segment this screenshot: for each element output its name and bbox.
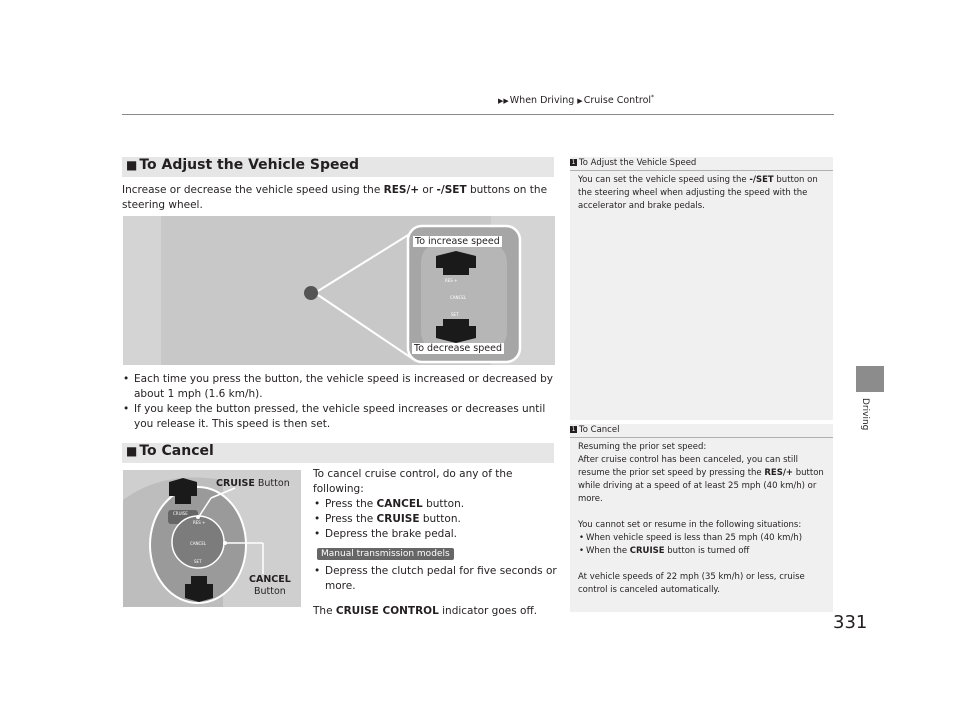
list-item: • Depress the clutch pedal for five seconds or more. bbox=[313, 564, 559, 594]
list-item-bold: CRUISE bbox=[376, 513, 420, 525]
list-item-text: When the bbox=[586, 546, 630, 556]
list-item: • When vehicle speed is less than 25 mph (40 km/h) bbox=[578, 532, 830, 545]
heading-square-icon: ■ bbox=[126, 444, 138, 458]
note-title-cancel bbox=[570, 425, 619, 435]
res-button-ref: RES/+ bbox=[383, 184, 420, 196]
cancel-intro: To cancel cruise control, do any of the following: bbox=[313, 468, 513, 495]
knob-cruise-label: CRUISE bbox=[173, 511, 188, 516]
cancel-outro-bold: CRUISE CONTROL bbox=[335, 605, 439, 617]
breadcrumb-item-when-driving: When Driving bbox=[509, 95, 575, 107]
section-tab-label: Driving bbox=[860, 398, 870, 431]
header-rule bbox=[122, 114, 834, 115]
set-button-ref: -/SET bbox=[436, 184, 467, 196]
cancel-button-label bbox=[249, 574, 291, 598]
cancel-button-label-bold: CANCEL bbox=[249, 574, 291, 585]
manual-transmission-badge: Manual transmission models bbox=[317, 548, 454, 560]
list-item-text: Press the bbox=[325, 513, 377, 525]
note-title-adjust bbox=[570, 158, 696, 168]
note-text-cancel bbox=[578, 441, 830, 597]
list-item bbox=[578, 545, 830, 558]
note-box-cancel bbox=[570, 424, 833, 612]
note-text: You cannot set or resume in the following situations: bbox=[578, 520, 802, 530]
cruise-button-label bbox=[216, 478, 290, 489]
note-text: After cruise control has been canceled, you can still resume the prior set speed by pressing the bbox=[578, 455, 798, 478]
to-decrease-label: To decrease speed bbox=[414, 343, 502, 354]
note-text-bold: -/SET bbox=[749, 175, 774, 185]
list-item-text: button. bbox=[419, 513, 461, 525]
cruise-button-label-bold: CRUISE bbox=[216, 478, 255, 489]
breadcrumb-arrow-icon: ▶▶ bbox=[498, 97, 509, 106]
knob-set-label: SET bbox=[194, 559, 202, 564]
list-item-bold: CRUISE bbox=[629, 546, 665, 556]
list-item: • If you keep the button pressed, the vehicle speed increases or decreases until you release it. This speed is then set. bbox=[122, 402, 556, 432]
cancel-button-label-rest: Button bbox=[253, 586, 286, 597]
knob-cancel-label: CANCEL bbox=[190, 541, 207, 546]
note-rule bbox=[570, 437, 833, 438]
list-item bbox=[313, 512, 559, 527]
cancel-outro-text: indicator goes off. bbox=[438, 605, 538, 617]
cancel-figure bbox=[123, 470, 301, 607]
adjust-intro-text: buttons on the steering wheel. bbox=[122, 184, 548, 211]
cancel-outro bbox=[313, 604, 559, 619]
note-title-adjust-text: To Adjust the Vehicle Speed bbox=[579, 158, 697, 168]
page-number: 331 bbox=[833, 612, 868, 633]
note-text-adjust bbox=[578, 174, 828, 213]
heading-square-icon: ■ bbox=[126, 158, 138, 172]
note-text: button on the steering wheel when adjusting the speed with the accelerator and brake pedals. bbox=[578, 175, 818, 211]
section-heading-cancel bbox=[122, 443, 554, 463]
list-item-bold: CANCEL bbox=[376, 498, 423, 510]
breadcrumb-asterisk: * bbox=[651, 94, 655, 101]
section-heading-adjust bbox=[122, 157, 554, 177]
note-title-cancel-text: To Cancel bbox=[579, 425, 620, 435]
breadcrumb-arrow-icon: ▶ bbox=[577, 97, 583, 106]
fig-cancel-label: CANCEL bbox=[450, 295, 467, 300]
list-item: • Each time you press the button, the vehicle speed is increased or decreased by about 1 mph (1.6 km/h). bbox=[122, 372, 556, 402]
section-heading-adjust-text: To Adjust the Vehicle Speed bbox=[139, 157, 359, 173]
breadcrumb-item-cruise-control: Cruise Control bbox=[583, 95, 652, 107]
list-item-text: button is turned off bbox=[664, 546, 750, 556]
note-text bbox=[578, 454, 830, 506]
note-number-icon: 1 bbox=[571, 426, 576, 433]
list-item bbox=[313, 497, 559, 512]
list-item-text: button. bbox=[422, 498, 465, 510]
knob-res-label: RES + bbox=[193, 520, 206, 525]
note-number-icon: 1 bbox=[571, 159, 576, 166]
fig-res-label: RES + bbox=[445, 278, 458, 283]
adjust-intro-text: Increase or decrease the vehicle speed using the bbox=[122, 184, 384, 196]
adjust-intro-text: or bbox=[419, 184, 437, 196]
note-text: You can set the vehicle speed using the bbox=[578, 175, 750, 185]
note-text: At vehicle speeds of 22 mph (35 km/h) or less, cruise control is canceled automatically. bbox=[578, 572, 805, 595]
section-tab bbox=[856, 366, 884, 392]
note-text: Resuming the prior set speed: bbox=[578, 442, 707, 452]
list-item-text: Press the bbox=[325, 498, 377, 510]
steering-wheel-figure bbox=[123, 216, 555, 365]
note-rule bbox=[570, 170, 833, 171]
fig-set-label: SET bbox=[451, 312, 459, 317]
note-text-bold: RES/+ bbox=[764, 468, 794, 478]
cancel-text bbox=[313, 467, 559, 619]
cancel-outro-text: The bbox=[313, 605, 336, 617]
section-heading-cancel-text: To Cancel bbox=[139, 443, 214, 459]
cruise-button-label-rest: Button bbox=[254, 478, 290, 489]
list-item: • Depress the brake pedal. bbox=[313, 527, 559, 542]
note-box-adjust bbox=[570, 157, 833, 420]
adjust-intro bbox=[122, 183, 552, 213]
to-increase-label: To increase speed bbox=[415, 236, 500, 247]
breadcrumb bbox=[498, 94, 654, 106]
note-text: button while driving at a speed of at least 25 mph (40 km/h) or more. bbox=[578, 468, 824, 504]
adjust-bullets bbox=[122, 372, 556, 432]
